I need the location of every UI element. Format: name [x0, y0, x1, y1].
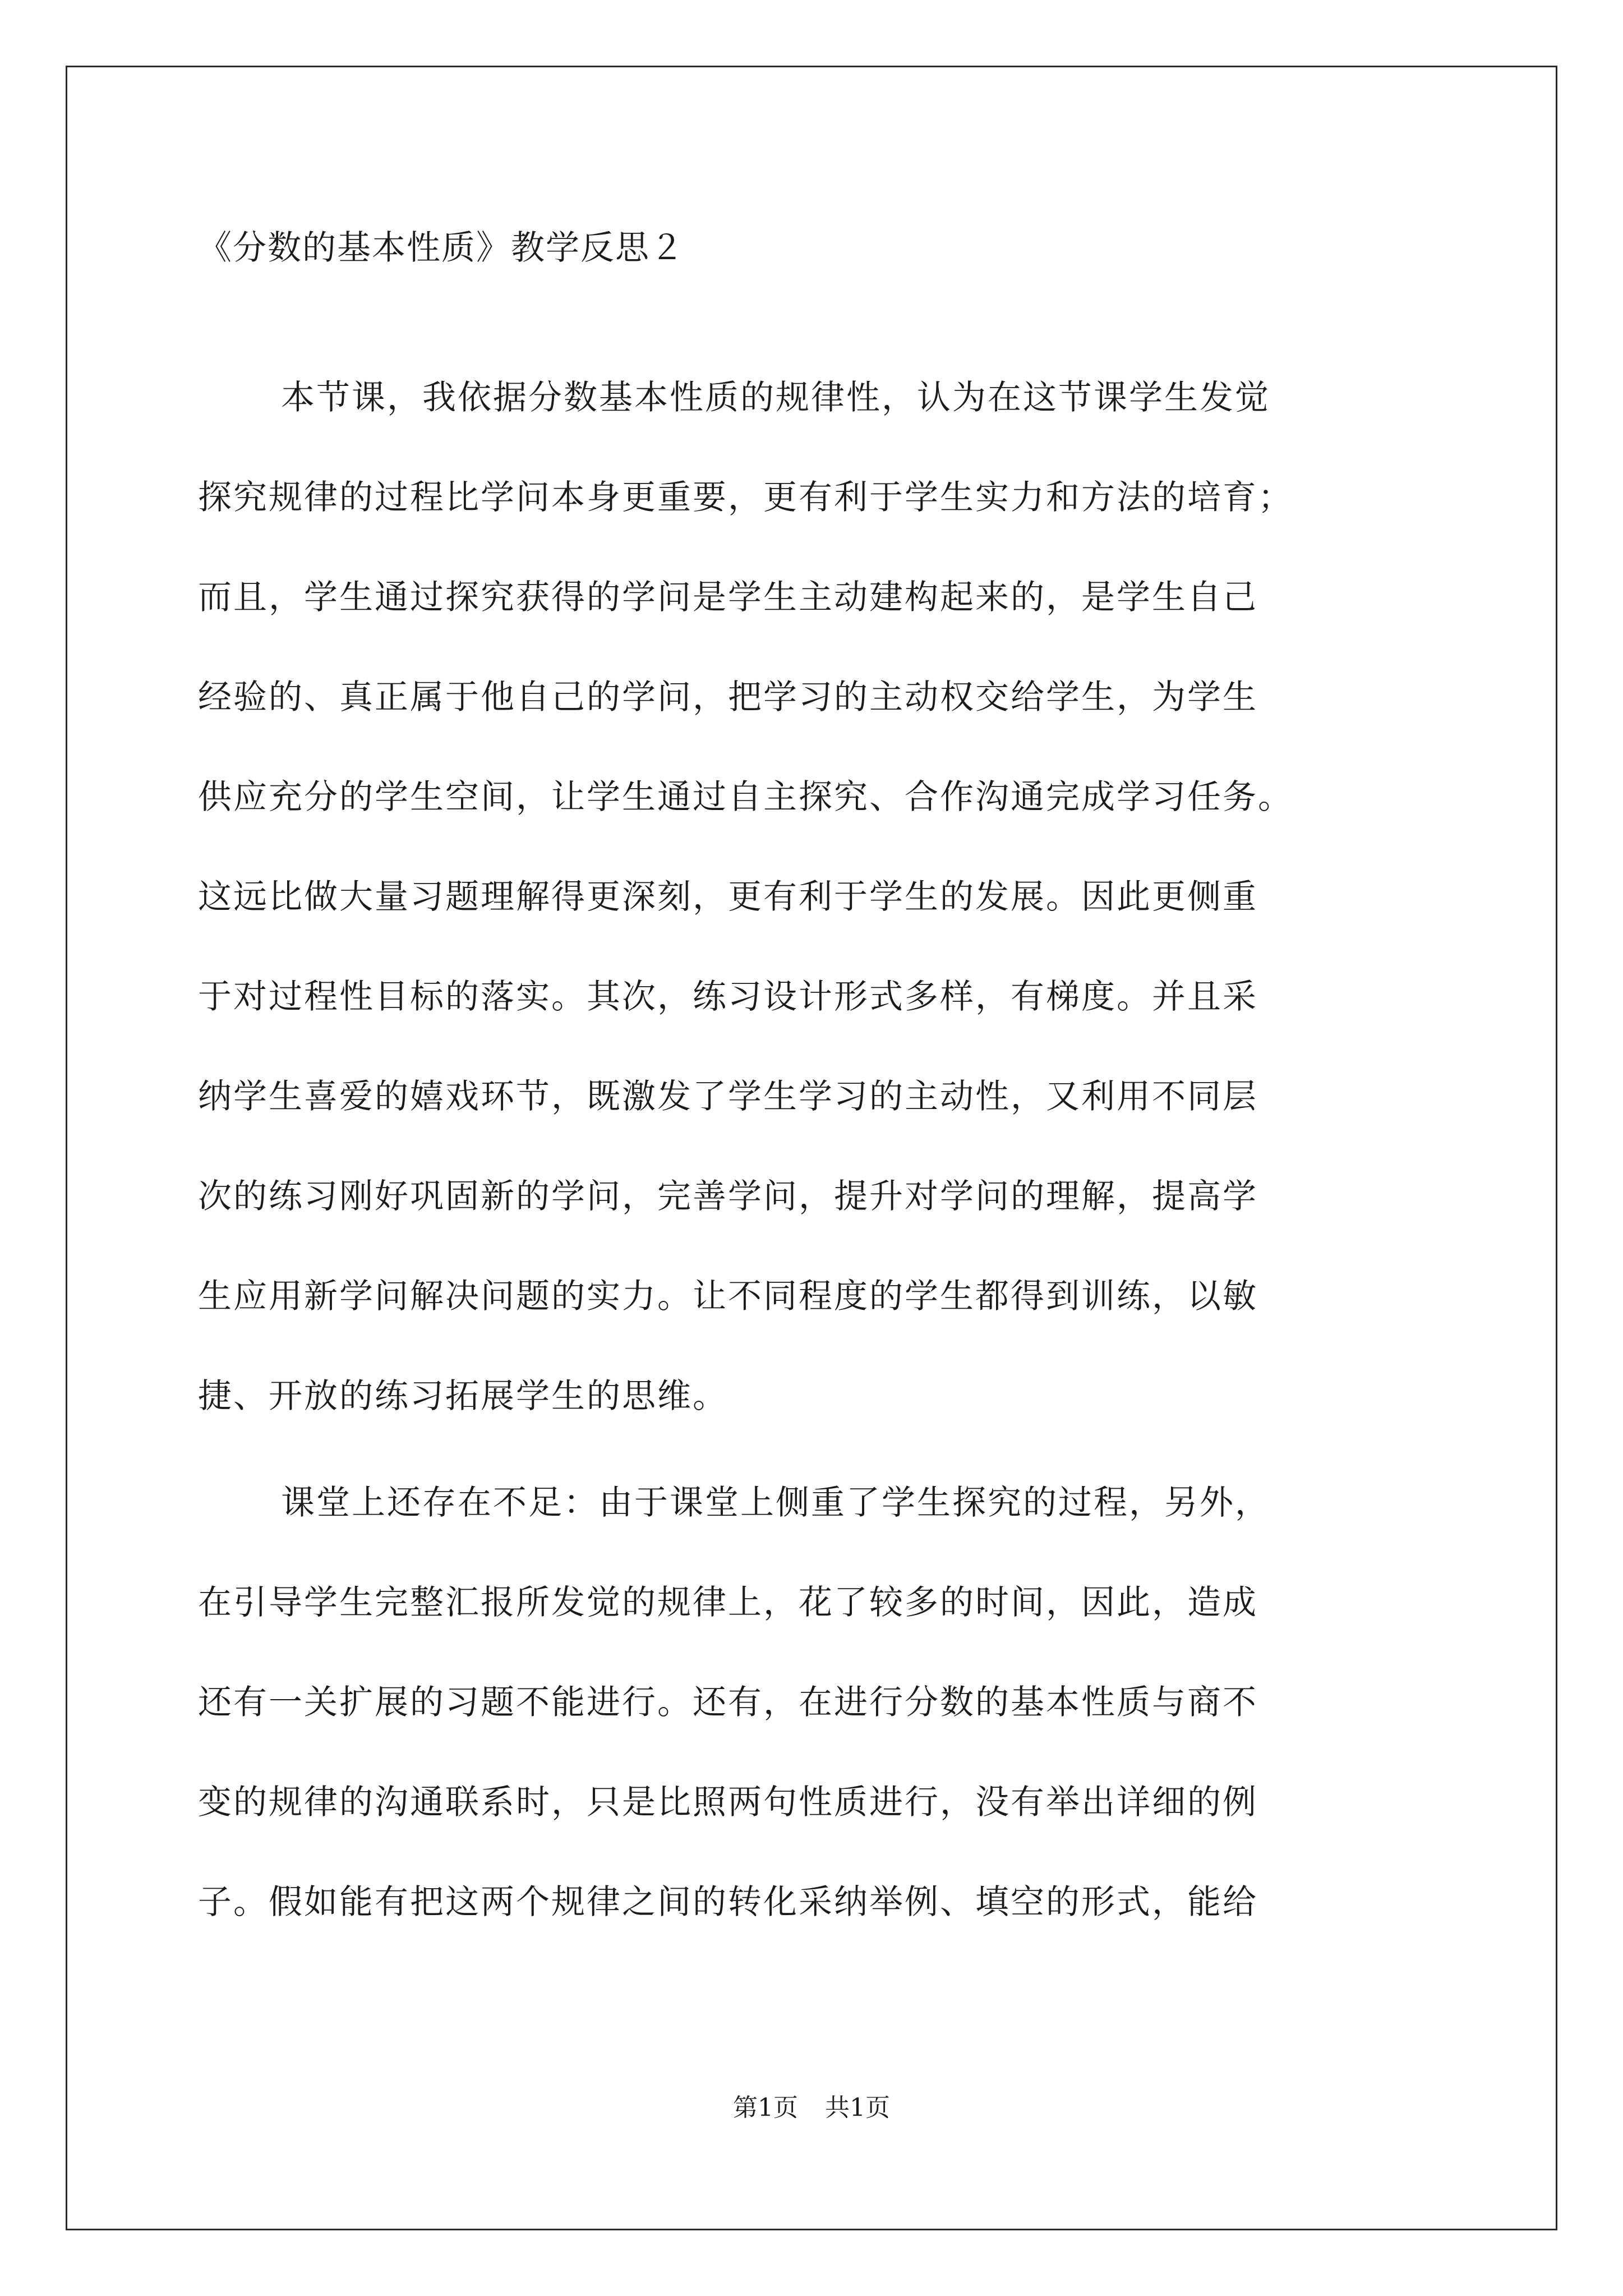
page-number-current: 第1页 [733, 2093, 798, 2122]
paragraph-1 [198, 348, 1425, 1446]
paragraph-2 [198, 1453, 1425, 1952]
text-line: 供应充分的学生空间，让学生通过自主探究、合作沟通完成学习任务。 [198, 777, 1293, 817]
page-footer [0, 2091, 1623, 2125]
text-line: 探究规律的过程比学问本身更重要，更有利于学生实力和方法的培育； [198, 478, 1293, 517]
text-line: 纳学生喜爱的嬉戏环节，既激发了学生学习的主动性，又利用不同层 [198, 1077, 1258, 1116]
text-line: 次的练习刚好巩固新的学问，完善学问，提升对学问的理解，提高学 [198, 1177, 1258, 1216]
page-number-total: 共1页 [825, 2093, 890, 2122]
text-line: 变的规律的沟通联系时，只是比照两句性质进行，没有举出详细的例 [198, 1783, 1258, 1822]
text-line: 而且，学生通过探究获得的学问是学生主动建构起来的，是学生自己 [198, 578, 1258, 617]
text-line: 在引导学生完整汇报所发觉的规律上，花了较多的时间，因此，造成 [198, 1583, 1258, 1622]
text-line: 课堂上还存在不足：由于课堂上侧重了学生探究的过程，另外， [281, 1483, 1270, 1522]
text-line: 还有一关扩展的习题不能进行。还有，在进行分数的基本性质与商不 [198, 1683, 1258, 1722]
text-line: 本节课，我依据分数基本性质的规律性，认为在这节课学生发觉 [281, 378, 1270, 417]
text-line: 生应用新学问解决问题的实力。让不同程度的学生都得到训练，以敏 [198, 1277, 1258, 1316]
text-line: 这远比做大量习题理解得更深刻，更有利于学生的发展。因此更侧重 [198, 877, 1258, 917]
document-title: 《分数的基本性质》教学反思２ [198, 228, 685, 268]
text-line: 于对过程性目标的落实。其次，练习设计形式多样，有梯度。并且采 [198, 977, 1258, 1016]
text-line: 经验的、真正属于他自己的学问，把学习的主动权交给学生，为学生 [198, 678, 1258, 717]
text-line: 子。假如能有把这两个规律之间的转化采纳举例、填空的形式，能给 [198, 1883, 1258, 1922]
text-line: 捷、开放的练习拓展学生的思维。 [198, 1377, 728, 1416]
